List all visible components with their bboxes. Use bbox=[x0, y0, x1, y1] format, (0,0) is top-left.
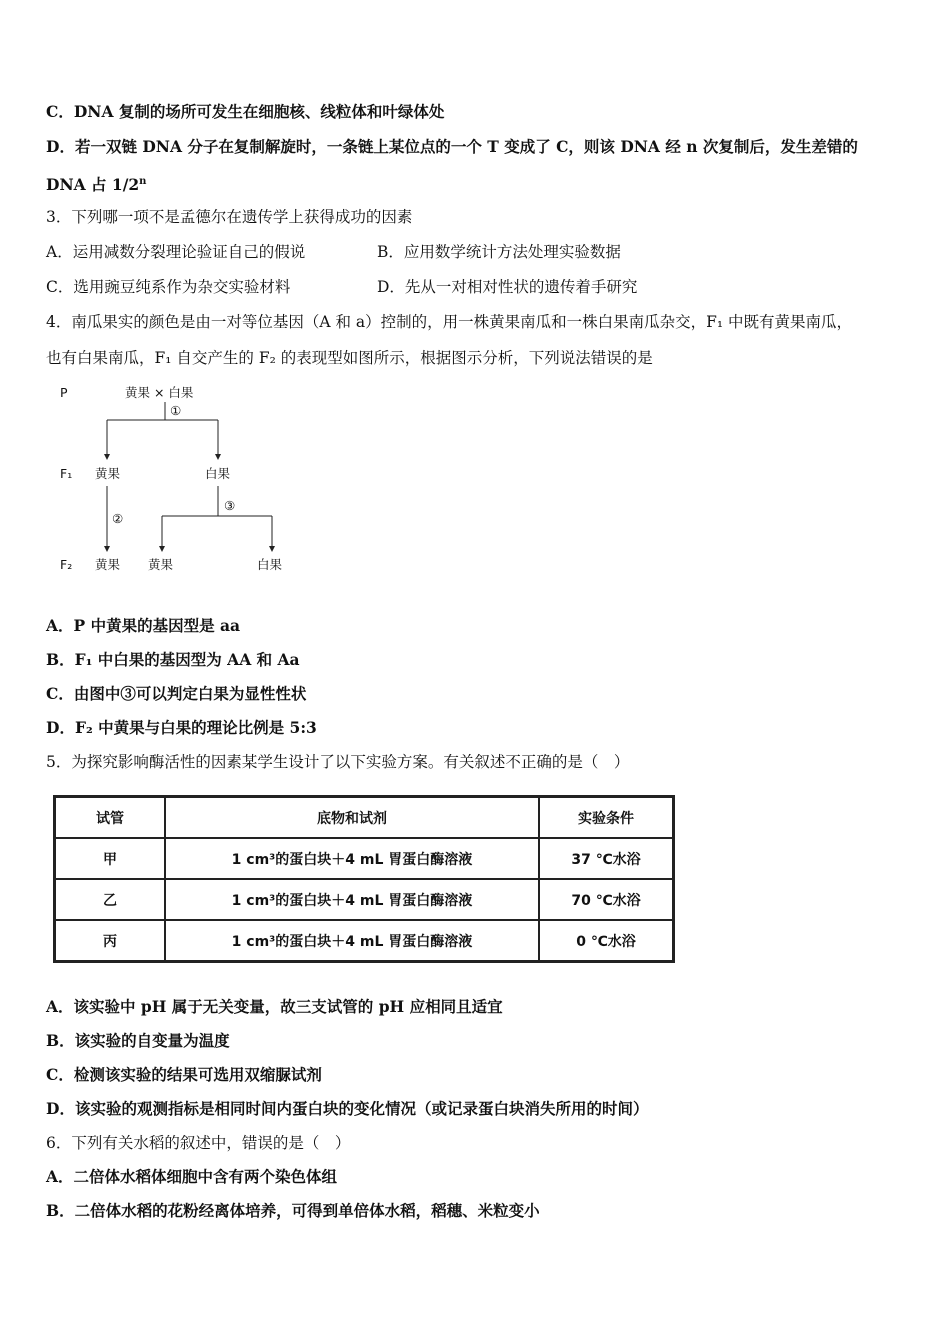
q6-option-b: B．二倍体水稻的花粉经离体培养，可得到单倍体水稻，稻穗、米粒变小 bbox=[46, 1201, 540, 1220]
diagram-p-label: P bbox=[60, 385, 68, 400]
table-cell: 甲 bbox=[55, 838, 166, 879]
q3-option-d: D．先从一对相对性状的遗传着手研究 bbox=[377, 278, 638, 296]
q4-stem-line1: 4．南瓜果实的颜色是由一对等位基因（A 和 a）控制的，用一株黄果南瓜和一株白果南瓜杂交，F₁ 中既有黄果南瓜， bbox=[46, 313, 853, 331]
table-cell: 1 cm³的蛋白块＋4 mL 胃蛋白酶溶液 bbox=[165, 920, 539, 962]
q2-option-c: C．DNA 复制的场所可发生在细胞核、线粒体和叶绿体处 bbox=[46, 102, 445, 121]
q5-stem: 5．为探究影响酶活性的因素某学生设计了以下实验方案。有关叙述不正确的是（ ） bbox=[46, 753, 630, 771]
table-cell: 乙 bbox=[55, 879, 166, 920]
table-cell: 70 ℃水浴 bbox=[539, 879, 674, 920]
table-cell: 丙 bbox=[55, 920, 166, 962]
diagram-f1-white: 白果 bbox=[205, 466, 231, 481]
table-row bbox=[55, 838, 674, 879]
arrow-head-icon bbox=[215, 454, 221, 460]
table-cell: 1 cm³的蛋白块＋4 mL 胃蛋白酶溶液 bbox=[165, 879, 539, 920]
table-row bbox=[55, 920, 674, 962]
diagram-f1-label: F₁ bbox=[60, 466, 73, 481]
q3-option-a: A．运用减数分裂理论验证自己的假说 bbox=[46, 243, 306, 261]
table-cell: 1 cm³的蛋白块＋4 mL 胃蛋白酶溶液 bbox=[165, 838, 539, 879]
table-header: 试管 bbox=[55, 797, 166, 839]
q5-option-b: B．该实验的自变量为温度 bbox=[46, 1031, 230, 1050]
q6-option-a: A．二倍体水稻体细胞中含有两个染色体组 bbox=[46, 1167, 338, 1186]
q2-option-d-line2 bbox=[46, 171, 146, 196]
diagram-f2-label: F₂ bbox=[60, 557, 73, 572]
experiment-table bbox=[53, 795, 675, 963]
diagram-step-3: ③ bbox=[224, 498, 236, 513]
diagram-step-2: ② bbox=[112, 511, 124, 526]
q6-stem: 6．下列有关水稻的叙述中，错误的是（ ） bbox=[46, 1134, 351, 1152]
q5-option-c: C．检测该实验的结果可选用双缩脲试剂 bbox=[46, 1065, 322, 1084]
table-row bbox=[55, 879, 674, 920]
arrow-head-icon bbox=[269, 546, 275, 552]
table-header: 实验条件 bbox=[539, 797, 674, 839]
arrow-head-icon bbox=[104, 454, 110, 460]
q3-option-b: B．应用数学统计方法处理实验数据 bbox=[377, 243, 621, 261]
diagram-p-cross: 黄果 × 白果 bbox=[125, 385, 194, 400]
arrow-head-icon bbox=[159, 546, 165, 552]
table-cell: 0 ℃水浴 bbox=[539, 920, 674, 962]
q2-option-d-line1: D．若一双链 DNA 分子在复制解旋时，一条链上某位点的一个 T 变成了 C，则该 DNA 经 n 次复制后，发生差错的 bbox=[46, 137, 858, 156]
table-cell: 37 ℃水浴 bbox=[539, 838, 674, 879]
q5-option-d: D．该实验的观测指标是相同时间内蛋白块的变化情况（或记录蛋白块消失所用的时间） bbox=[46, 1099, 649, 1118]
diagram-step-1: ① bbox=[170, 403, 182, 418]
diagram-f2-white: 白果 bbox=[257, 557, 283, 572]
genetics-cross-diagram bbox=[40, 380, 320, 580]
q5-option-a: A．该实验中 pH 属于无关变量，故三支试管的 pH 应相同且适宜 bbox=[46, 997, 503, 1016]
table-header: 底物和试剂 bbox=[165, 797, 539, 839]
diagram-f1-yellow: 黄果 bbox=[95, 466, 121, 481]
diagram-f2-yellow-a: 黄果 bbox=[95, 557, 121, 572]
q3-stem: 3．下列哪一项不是孟德尔在遗传学上获得成功的因素 bbox=[46, 208, 413, 226]
q4-option-a: A．P 中黄果的基因型是 aa bbox=[46, 616, 241, 635]
diagram-f2-yellow-b: 黄果 bbox=[148, 557, 174, 572]
q2-d-text: DNA 占 1/2 bbox=[46, 175, 140, 195]
q3-option-c: C．选用豌豆纯系作为杂交实验材料 bbox=[46, 278, 291, 296]
q4-option-b: B．F₁ 中白果的基因型为 AA 和 Aa bbox=[46, 650, 300, 669]
q4-stem-line2: 也有白果南瓜，F₁ 自交产生的 F₂ 的表现型如图所示，根据图示分析，下列说法错误的是 bbox=[46, 349, 653, 367]
q2-d-exponent: n bbox=[139, 176, 147, 187]
arrow-head-icon bbox=[104, 546, 110, 552]
q4-option-d: D．F₂ 中黄果与白果的理论比例是 5:3 bbox=[46, 718, 317, 737]
table-header-row bbox=[55, 797, 674, 839]
q4-option-c: C．由图中③可以判定白果为显性性状 bbox=[46, 684, 307, 703]
